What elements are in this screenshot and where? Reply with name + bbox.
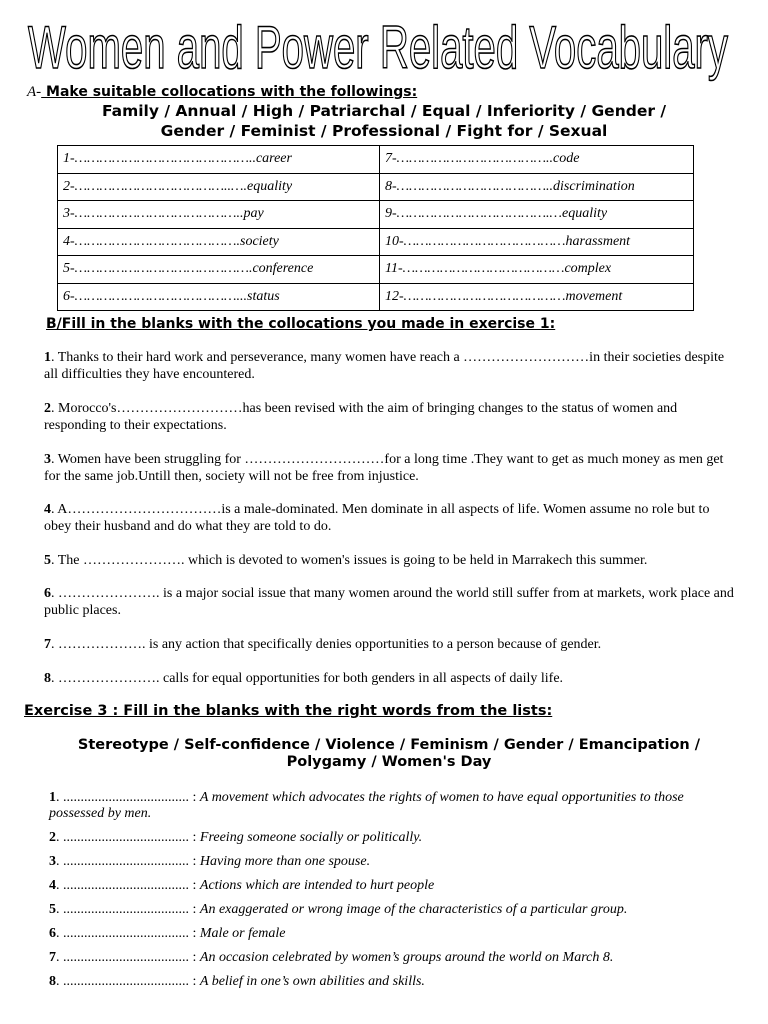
exercise-3-word-list-line-1: Stereotype / Self-confidence / Violence / Feminism / Gender / Emancipation / [77,737,701,753]
page-title-text: Women and Power Related Vocabulary [28,14,728,81]
question-item [44,501,734,535]
question-text: . A……………………………is a male-dominated. Men dominate in all aspects of life. Women assume no role but to obey their husband and do what they are told to do. [44,502,710,534]
table-cell: 9-……………………………….…equality [380,201,694,229]
section-a-instruction: Make suitable collocations with the followings: [41,84,418,100]
question-number: 2 [44,401,51,416]
word-list-line-2: Gender / Feminist / Professional / Fight for / Sexual [160,122,608,140]
definition-blank: . .................................... : [56,926,200,941]
table-cell: 5-…………………………………….conference [58,256,380,284]
table-row [58,283,694,311]
table-cell: 4-………………………………….society [58,228,380,256]
definition-item [49,950,739,966]
definition-number: 3 [49,854,56,869]
question-text: . Morocco's………………………has been revised with the aim of bringing changes to the status of women and responding to their expectations. [44,401,678,433]
question-number: 3 [44,452,51,467]
definition-blank: . .................................... : [56,830,200,845]
question-number: 4 [44,502,51,517]
definition-text: Actions which are intended to hurt people [199,878,435,893]
page-title [0,8,768,88]
question-item [44,670,734,687]
question-text: . ………………. is any action that specifically denies opportunities to a person because of gender. [51,637,602,652]
definition-blank: . .................................... : [56,974,200,989]
question-text: . Thanks to their hard work and perseverance, many women have reach a ………………………in their societies despite all difficulties they have encountered. [44,350,725,382]
question-text: . Women have been struggling for …………………………for a long time .They want to get as much money as men get for the same job.Untill then, society will not be free from injustice. [44,452,724,484]
section-b-heading: B/Fill in the blanks with the collocations you made in exercise 1: [46,316,556,332]
definition-number: 6 [49,926,56,941]
section-a-lead: A- [27,84,42,100]
table-cell: 11-…………………………………complex [380,256,694,284]
definition-text: Freeing someone socially or politically. [199,830,423,845]
question-item [44,451,734,485]
table-cell: 8-………………………………..discrimination [380,173,694,201]
word-list-line-1: Family / Annual / High / Patriarchal / Equal / Inferiority / Gender / [101,102,667,120]
table-row [58,201,694,229]
table-cell: 2-………………………………..….equality [58,173,380,201]
definition-text: A movement which advocates the rights of women to have equal opportunities to those possessed by men. [49,790,684,821]
definition-text: An occasion celebrated by women’s groups around the world on March 8. [199,950,614,965]
definition-item [49,878,739,894]
definition-text: An exaggerated or wrong image of the characteristics of a particular group. [199,902,628,917]
question-number: 1 [44,350,51,365]
table-cell: 6-…………………………………...status [58,283,380,311]
section-a-heading [27,84,417,101]
table-cell: 7-………………………………..code [380,146,694,174]
definition-text: A belief in one’s own abilities and skills. [199,974,425,989]
definition-number: 4 [49,878,56,893]
question-number: 5 [44,553,51,568]
definition-number: 2 [49,830,56,845]
table-row [58,256,694,284]
exercise-3-heading: Exercise 3 : Fill in the blanks with the right words from the lists: [24,703,553,719]
definition-text: Having more than one spouse. [199,854,371,869]
table-cell: 10-…………………………………harassment [380,228,694,256]
definition-number: 1 [49,790,56,805]
definition-number: 5 [49,902,56,917]
question-text: . …………………. calls for equal opportunities for both genders in all aspects of daily life. [51,671,564,686]
definition-number: 8 [49,974,56,989]
question-number: 6 [44,586,51,601]
table-cell: 3-…………………………………..pay [58,201,380,229]
definition-item [49,926,739,942]
definition-blank: . .................................... : [56,902,200,917]
question-item [44,400,734,434]
collocation-table [57,145,694,311]
question-item [44,585,734,619]
table-cell: 1-……………………………………..career [58,146,380,174]
definition-number: 7 [49,950,56,965]
table-cell: 12-…………………………………movement [380,283,694,311]
question-text: . …………………. is a major social issue that many women around the world still suffer from at markets, work place and public places. [44,586,734,618]
definition-item [49,902,739,918]
definition-blank: . .................................... : [56,878,200,893]
question-number: 8 [44,671,51,686]
definition-item [49,974,739,990]
definition-blank: . .................................... : [56,950,200,965]
question-item [44,349,734,383]
question-text: . The …………………. which is devoted to women's issues is going to be held in Marrakech this summer. [51,553,648,568]
definition-item [49,830,739,846]
definition-blank: . .................................... : [56,790,200,805]
question-number: 7 [44,637,51,652]
table-row [58,173,694,201]
definition-text: Male or female [199,926,286,941]
table-row [58,146,694,174]
definition-blank: . .................................... : [56,854,200,869]
definition-item [49,790,739,822]
definition-item [49,854,739,870]
question-item [44,636,734,653]
question-item [44,552,734,569]
exercise-3-word-list-line-2: Polygamy / Women's Day [286,754,492,770]
table-row [58,228,694,256]
